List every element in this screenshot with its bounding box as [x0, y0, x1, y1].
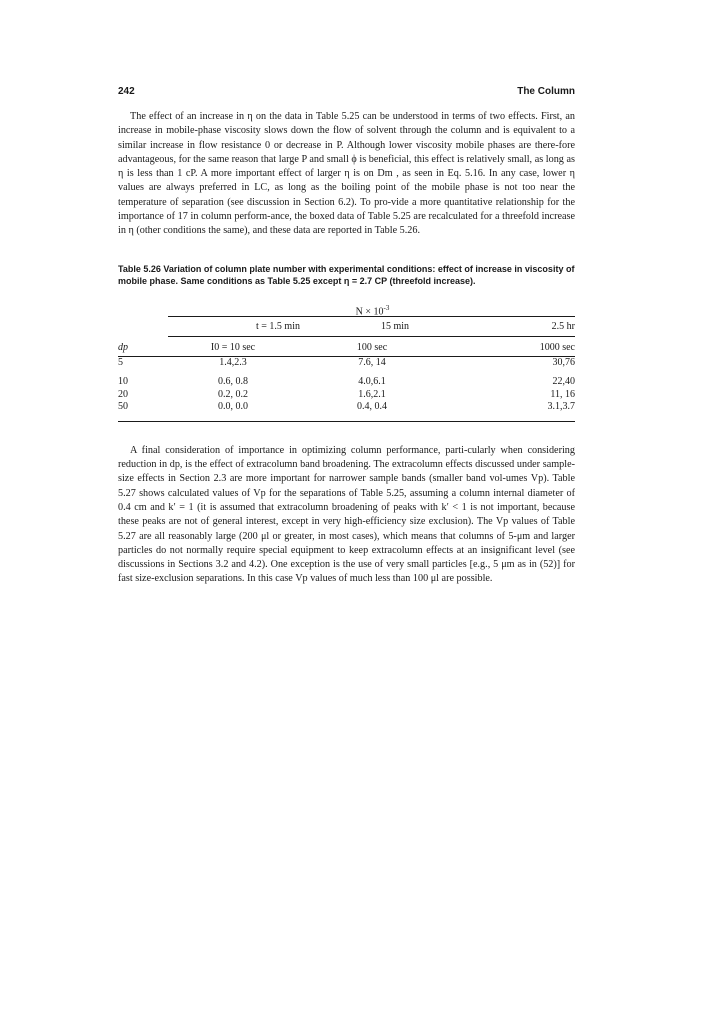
table-cell: 7.6, 14 — [358, 356, 386, 368]
table-cell: 50 — [118, 401, 128, 413]
table-cell: 1.6,2.1 — [358, 388, 386, 400]
body-paragraph: A final consideration of importance in optimizing column performance, parti-cularly when considering reduction in dp, is the effect of extracolumn band broadening. The extracolumn effects discussed under sample-size effects in Section 2.3 are more important for narrower sample bands (smaller band vol-umes Vp). Table 5.27 shows calculated values of Vp for the separations of Table 5.25, assuming a column internal diameter of 0.4 cm and k′ = 1 (it is assumed that extracolumn broadening of peaks with k′ < 1 is not important, because these peaks are not of general interest, except in very high-efficiency size exclusion). The Vp values of Table 5.27 are all reasonably large (200 μl or greater, in most cases), which means that columns of 5-μm and larger particles do not normally require special equipment to keep extracolumn effects at an insignificant level (see discussions in Sections 3.2 and 4.2). One exception is the use of very small particles [e.g., 5 μm as in (52)] for fast size-exclusion separations. In this case Vp values of much less than 100 μl are possible. — [118, 444, 575, 585]
table-cell: 0.0, 0.0 — [218, 401, 248, 413]
table-cell: 1.4,2.3 — [219, 356, 247, 368]
time-header-cell: 2.5 hr — [551, 321, 575, 333]
column-header: 1000 sec — [539, 342, 575, 354]
time-header-cell: t = 1.5 min — [256, 321, 300, 333]
table-row — [118, 356, 575, 369]
time-header-row — [118, 316, 575, 342]
table-cell: 0.2, 0.2 — [218, 388, 248, 400]
column-header: I0 = 10 sec — [210, 342, 256, 354]
table-rule — [168, 316, 575, 317]
time-header-cell: 15 min — [381, 321, 410, 333]
page-number: 242 — [118, 86, 135, 97]
table-cell: 22,40 — [552, 376, 575, 388]
data-table — [118, 300, 575, 422]
table-caption: Table 5.26 Variation of column plate number with experimental conditions: effect of increase in viscosity of mobile phase. Same conditions as Table 5.25 except η = 2.7 CP (threefold increase). — [118, 263, 575, 287]
n-header-exponent: -3 — [383, 304, 390, 313]
running-title: The Column — [517, 86, 575, 97]
table-row — [118, 401, 575, 414]
column-header: 100 sec — [356, 342, 388, 354]
table-cell: 3.1,3.7 — [547, 401, 575, 413]
document-page — [118, 86, 575, 587]
table-cell: 5 — [118, 356, 123, 368]
table-cell: 20 — [118, 388, 128, 400]
table-cell: 10 — [118, 376, 128, 388]
body-paragraph: The effect of an increase in η on the data in Table 5.25 can be understood in terms of two effects. First, an increase in mobile-phase viscosity slows down the flow of solvent through the column and is equivalent to a similar increase in flow resistance 0 or decrease in P. Although lower viscosity mobile phases are there-fore advantageous, for the same reason that large P and small ϕ is beneficial, this effect is relatively small, as long as η is less than 1 cP. A more important effect of larger η is on Dm , as seen in Eq. 5.16. In any case, lower η values are always preferred in LC, as long as the boiling point of the mobile phase is not too near the temperature of separation (see discussion in Section 6.2). To pro-vide a more quantitative relationship for the importance of 17 in column perform-ance, the boxed data of Table 5.25 are recalculated for a threefold increase in η (other conditions the same), and these data are reported in Table 5.26. — [118, 111, 575, 237]
table-rule — [168, 336, 575, 337]
column-header: dp — [118, 342, 128, 354]
table-cell: 0.6, 0.8 — [218, 376, 248, 388]
running-header — [118, 86, 575, 98]
table-row — [118, 369, 575, 389]
table-row — [118, 389, 575, 402]
n-header-base: N × 10 — [355, 306, 384, 318]
table-cell: 30,76 — [552, 356, 575, 368]
table-n-header — [144, 300, 601, 316]
column-header-row — [118, 342, 575, 356]
table-bottom-rule — [118, 421, 575, 422]
table-cell: 4.0,6.1 — [358, 376, 386, 388]
table-cell: 0.4, 0.4 — [357, 401, 387, 413]
table-body — [118, 342, 575, 414]
table-cell: 11, 16 — [550, 388, 575, 400]
